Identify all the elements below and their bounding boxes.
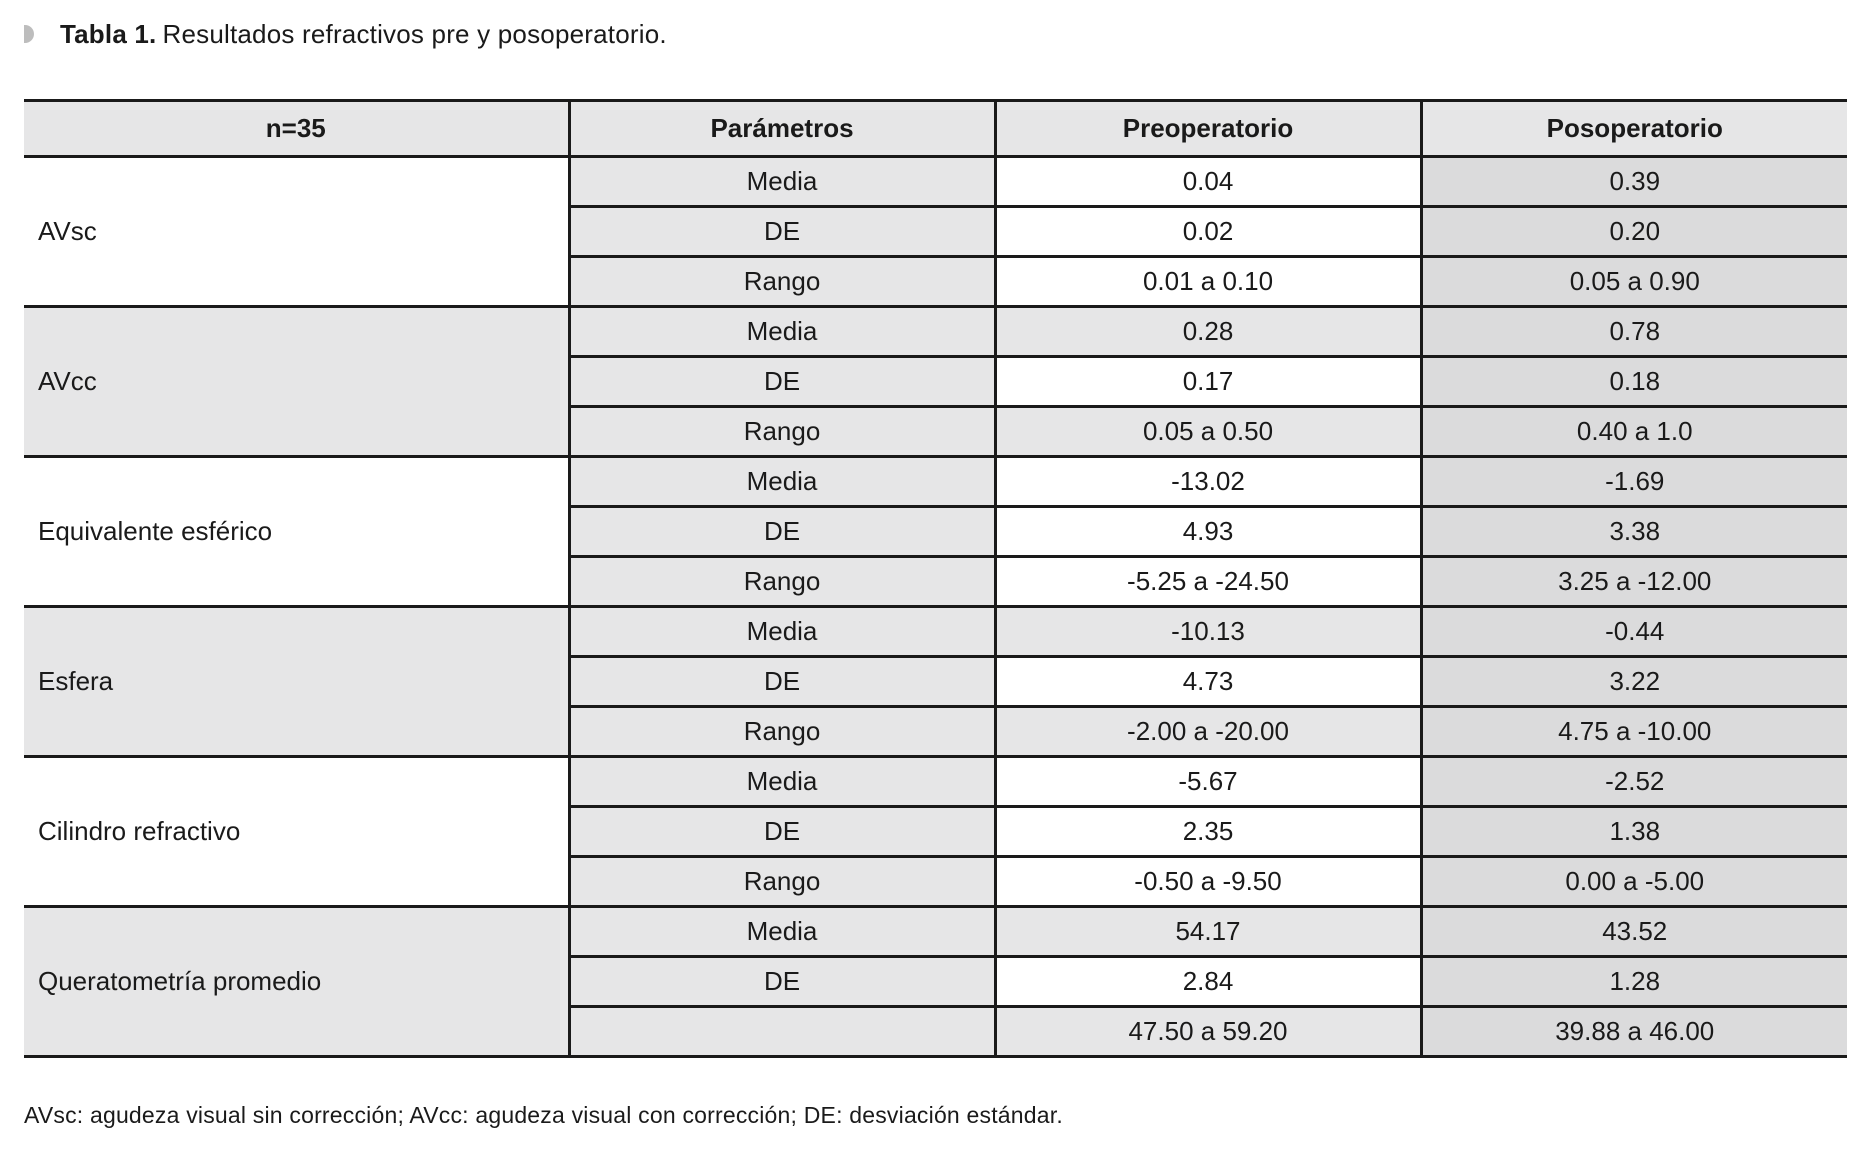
param-cell: Media bbox=[569, 757, 995, 807]
post-cell: 0.39 bbox=[1421, 157, 1847, 207]
pre-cell: -0.50 a -9.50 bbox=[995, 857, 1421, 907]
param-cell: DE bbox=[569, 207, 995, 257]
param-cell: Rango bbox=[569, 407, 995, 457]
post-cell: -0.44 bbox=[1421, 607, 1847, 657]
group-name-cilindro-refractivo: Cilindro refractivo bbox=[24, 757, 569, 907]
param-cell: DE bbox=[569, 957, 995, 1007]
post-cell: -2.52 bbox=[1421, 757, 1847, 807]
post-cell: 39.88 a 46.00 bbox=[1421, 1007, 1847, 1057]
pre-cell: 0.17 bbox=[995, 357, 1421, 407]
table-row bbox=[24, 457, 1847, 507]
pre-cell: 54.17 bbox=[995, 907, 1421, 957]
post-cell: 0.40 a 1.0 bbox=[1421, 407, 1847, 457]
caption-label: Tabla 1. bbox=[60, 18, 157, 49]
pre-cell: -10.13 bbox=[995, 607, 1421, 657]
post-cell: 0.00 a -5.00 bbox=[1421, 857, 1847, 907]
post-cell: 0.05 a 0.90 bbox=[1421, 257, 1847, 307]
header-n: n=35 bbox=[24, 101, 569, 157]
pre-cell: 47.50 a 59.20 bbox=[995, 1007, 1421, 1057]
table-row bbox=[24, 307, 1847, 357]
table-row bbox=[24, 757, 1847, 807]
group-name-queratometria-promedio: Queratometría promedio bbox=[24, 907, 569, 1057]
pre-cell: 4.73 bbox=[995, 657, 1421, 707]
group-name-avsc: AVsc bbox=[24, 157, 569, 307]
table-row bbox=[24, 157, 1847, 207]
caption-text: Resultados refractivos pre y posoperatorio. bbox=[162, 18, 667, 49]
results-table bbox=[24, 99, 1847, 1058]
pre-cell: -13.02 bbox=[995, 457, 1421, 507]
group-name-esfera: Esfera bbox=[24, 607, 569, 757]
table-row bbox=[24, 907, 1847, 957]
param-cell: Media bbox=[569, 457, 995, 507]
header-preoperatorio: Preoperatorio bbox=[995, 101, 1421, 157]
post-cell: 1.38 bbox=[1421, 807, 1847, 857]
post-cell: 0.18 bbox=[1421, 357, 1847, 407]
post-cell: -1.69 bbox=[1421, 457, 1847, 507]
pre-cell: 2.35 bbox=[995, 807, 1421, 857]
pre-cell: -2.00 a -20.00 bbox=[995, 707, 1421, 757]
param-cell: DE bbox=[569, 657, 995, 707]
table-caption bbox=[24, 14, 667, 54]
post-cell: 3.25 a -12.00 bbox=[1421, 557, 1847, 607]
param-cell: Rango bbox=[569, 857, 995, 907]
post-cell: 0.20 bbox=[1421, 207, 1847, 257]
post-cell: 4.75 a -10.00 bbox=[1421, 707, 1847, 757]
group-name-equivalente-esferico: Equivalente esférico bbox=[24, 457, 569, 607]
param-cell: DE bbox=[569, 357, 995, 407]
header-posoperatorio: Posoperatorio bbox=[1421, 101, 1847, 157]
caption-bullet-icon bbox=[24, 25, 34, 43]
param-cell bbox=[569, 1007, 995, 1057]
post-cell: 3.22 bbox=[1421, 657, 1847, 707]
post-cell: 1.28 bbox=[1421, 957, 1847, 1007]
pre-cell: 0.28 bbox=[995, 307, 1421, 357]
header-parametros: Parámetros bbox=[569, 101, 995, 157]
post-cell: 43.52 bbox=[1421, 907, 1847, 957]
param-cell: Rango bbox=[569, 707, 995, 757]
pre-cell: 0.01 a 0.10 bbox=[995, 257, 1421, 307]
table-row bbox=[24, 607, 1847, 657]
pre-cell: 0.05 a 0.50 bbox=[995, 407, 1421, 457]
pre-cell: 0.02 bbox=[995, 207, 1421, 257]
post-cell: 3.38 bbox=[1421, 507, 1847, 557]
param-cell: Media bbox=[569, 907, 995, 957]
pre-cell: 2.84 bbox=[995, 957, 1421, 1007]
pre-cell: 4.93 bbox=[995, 507, 1421, 557]
pre-cell: -5.67 bbox=[995, 757, 1421, 807]
pre-cell: -5.25 a -24.50 bbox=[995, 557, 1421, 607]
param-cell: Rango bbox=[569, 557, 995, 607]
header-row bbox=[24, 101, 1847, 157]
param-cell: Media bbox=[569, 157, 995, 207]
param-cell: Rango bbox=[569, 257, 995, 307]
pre-cell: 0.04 bbox=[995, 157, 1421, 207]
param-cell: Media bbox=[569, 607, 995, 657]
param-cell: Media bbox=[569, 307, 995, 357]
group-name-avcc: AVcc bbox=[24, 307, 569, 457]
param-cell: DE bbox=[569, 507, 995, 557]
post-cell: 0.78 bbox=[1421, 307, 1847, 357]
table-footnote: AVsc: agudeza visual sin corrección; AVcc: agudeza visual con corrección; DE: desviación estándar. bbox=[24, 1102, 1063, 1128]
param-cell: DE bbox=[569, 807, 995, 857]
